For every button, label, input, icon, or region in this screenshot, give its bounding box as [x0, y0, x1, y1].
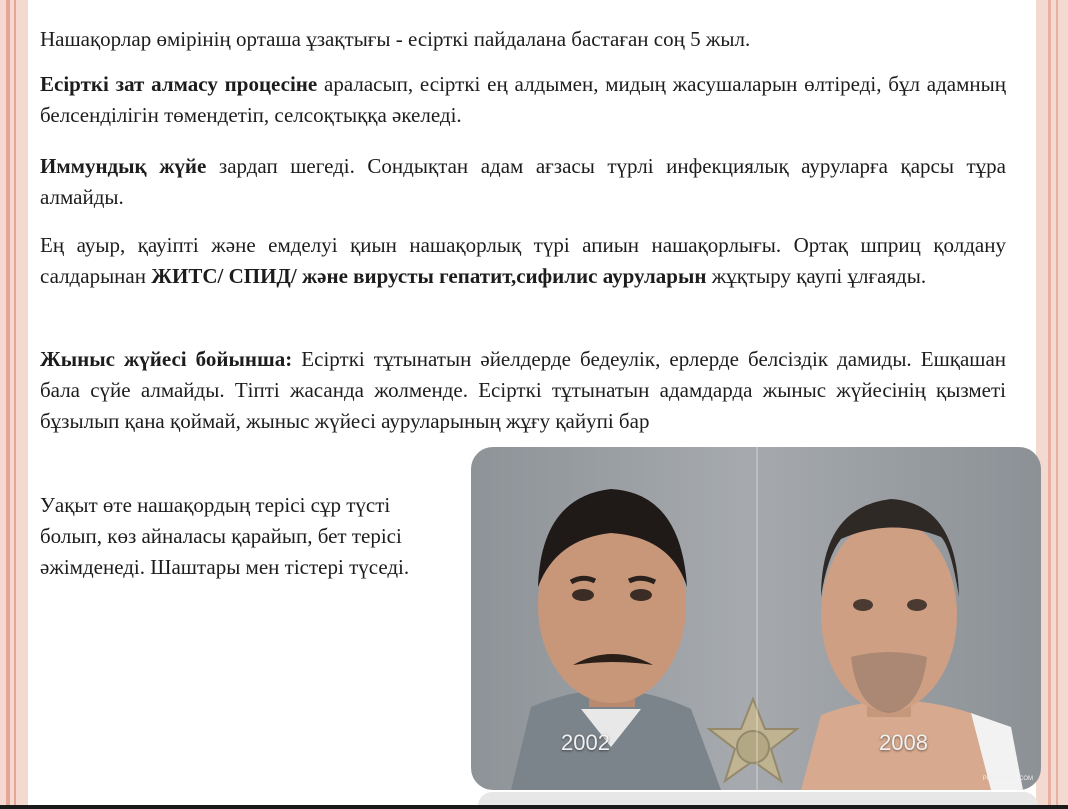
paragraph-text: Нашақорлар өмірінің орташа ұзақтығы - есірткі пайдалана бастаған соң 5 жыл. — [40, 27, 751, 51]
paragraph-text: Уақыт өте нашақордың терісі сұр түсті болып, көз айналасы қарайып, бет терісі әжімденеді. Шаштары мен тістері түседі. — [40, 493, 410, 579]
paragraph-heading: Жыныс жүйесі бойынша: — [40, 347, 293, 371]
paragraph-reproductive — [40, 344, 1006, 437]
paragraph-emphasis: ЖИТС/ СПИД/ және вирусты гепатит,сифилис ауруларын — [151, 264, 707, 288]
year-label-left: 2002 — [561, 730, 610, 755]
year-label-right: 2008 — [879, 730, 928, 755]
paragraph-heading: Иммундық жүйе — [40, 154, 207, 178]
paragraph-immune — [40, 151, 1006, 213]
paragraph-lifespan — [40, 24, 1006, 55]
paragraph-text: Ең ауыр, қауіпті және емделуі қиын нашақорлық түрі апиын нашақорлығы. Ортақ шприц қолдану салдарынан — [40, 233, 1006, 288]
paragraph-metabolism — [40, 69, 1006, 131]
paragraph-text: жұқтыру қаупі ұлғаяды. — [706, 264, 927, 288]
bottom-bar — [0, 805, 1068, 809]
paragraph-text: араласып, есірткі ең алдымен, мидың жасушаларын өлтіреді, бұл адамның белсенділігін төмендетіп, селсоқтыққа әкеледі. — [40, 72, 1006, 127]
before-after-photo — [471, 447, 1041, 790]
watermark: PHOTO-LOL.COM — [982, 776, 1033, 782]
paragraph-heading: Есірткі зат алмасу процесіне — [40, 72, 318, 96]
paragraph-text: зардап шегеді. Сондықтан адам ағзасы түрлі инфекциялық ауруларға қарсы тұра алмайды. — [40, 154, 1006, 209]
paragraph-opium — [40, 230, 1006, 292]
photo-divider — [756, 447, 758, 790]
border-stripe — [14, 0, 16, 809]
slide — [28, 0, 1036, 805]
border-stripe — [1056, 0, 1058, 809]
border-stripe — [6, 0, 10, 809]
border-stripe — [1048, 0, 1051, 809]
paragraph-text: Есірткі тұтынатын әйелдерде бедеулік, ерлерде белсіздік дамиды. Ешқашан бала сүйе алмайды. Тіпті жасанда жолменде. Есірткі тұтынатын адамдарда жыныс жүйесінің қызметі бұзылып қана қоймай, жыныс жүйесі ауруларының жұғу қайупі бар — [40, 347, 1007, 433]
paragraph-appearance — [40, 490, 450, 583]
